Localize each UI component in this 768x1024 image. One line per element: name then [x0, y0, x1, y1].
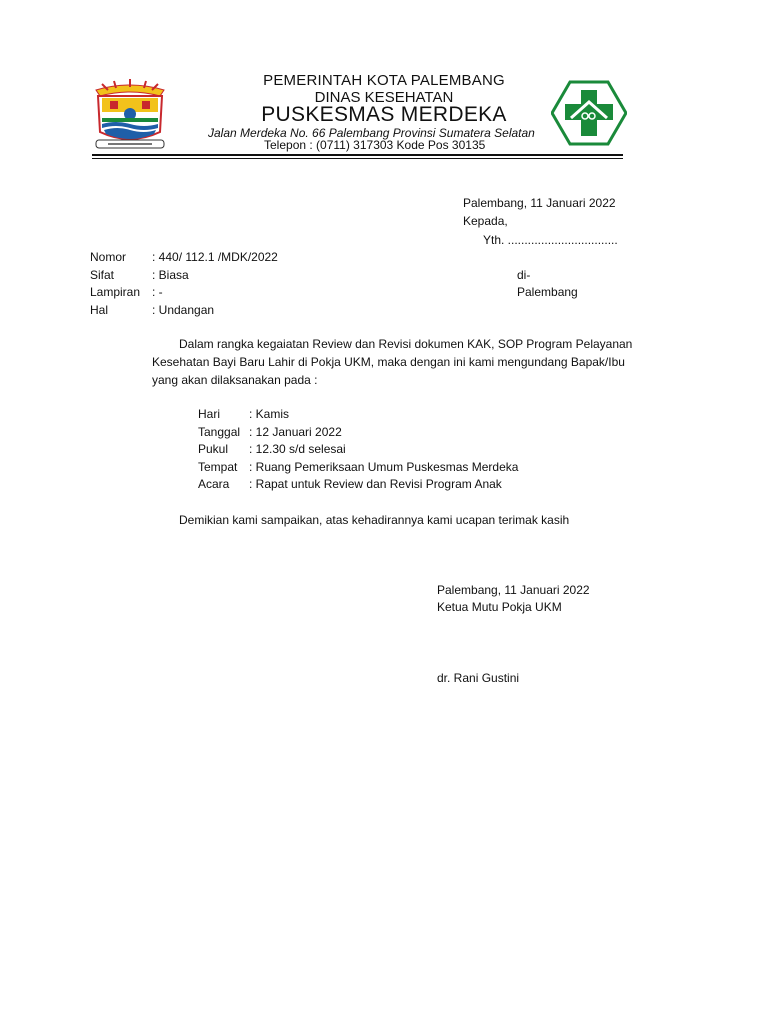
meta-value-lampiran: : -: [152, 285, 163, 299]
meta-value-hal: : Undangan: [152, 303, 215, 317]
kop-address: Jalan Merdeka No. 66 Palembang Provinsi Sumatera Selatan: [208, 126, 535, 140]
body-line: Kesehatan Bayi Baru Lahir di Pokja UKM, maka dengan ini kami mengundang Bapak/Ibu: [152, 355, 625, 369]
closing-sentence: Demikian kami sampaikan, atas kehadirannya kami ucapan terimak kasih: [179, 513, 570, 527]
signature-date: Palembang, 11 Januari 2022: [437, 583, 590, 597]
detail-value-tempat: : Ruang Pemeriksaan Umum Puskesmas Merdeka: [249, 460, 519, 474]
signature-name: dr. Rani Gustini: [437, 671, 520, 685]
detail-label-pukul: Pukul: [198, 442, 229, 456]
body-line: yang akan dilaksanakan pada :: [152, 373, 318, 387]
recipient-yth: Yth. .................................: [483, 233, 618, 247]
kop-phone: Telepon : (0711) 317303 Kode Pos 30135: [264, 138, 486, 152]
place-date: Palembang, 11 Januari 2022: [463, 196, 616, 210]
detail-value-hari: : Kamis: [249, 407, 290, 421]
recipient-di: di-: [517, 268, 531, 282]
meta-value-nomor: : 440/ 112.1 /MDK/2022: [152, 250, 278, 264]
kop-line-3: PUSKESMAS MERDEKA: [261, 103, 507, 126]
detail-value-acara: : Rapat untuk Review dan Revisi Program Anak: [249, 477, 502, 491]
meta-label-nomor: Nomor: [90, 250, 127, 264]
meta-label-lampiran: Lampiran: [90, 285, 141, 299]
recipient-label: Kepada,: [463, 214, 508, 228]
detail-label-hari: Hari: [198, 407, 221, 421]
signature-title: Ketua Mutu Pokja UKM: [437, 600, 562, 614]
meta-value-sifat: : Biasa: [152, 268, 189, 282]
header-rule-thin: [92, 158, 623, 159]
kop-line-1: PEMERINTAH KOTA PALEMBANG: [263, 72, 505, 89]
meta-label-sifat: Sifat: [90, 268, 115, 282]
detail-label-tempat: Tempat: [198, 460, 238, 474]
body-line: Dalam rangka kegaiatan Review dan Revisi dokumen KAK, SOP Program Pelayanan: [179, 337, 633, 351]
detail-label-acara: Acara: [198, 477, 230, 491]
header-rule-thick: [92, 154, 623, 156]
detail-value-tanggal: : 12 Januari 2022: [249, 425, 342, 439]
meta-label-hal: Hal: [90, 303, 109, 317]
detail-label-tanggal: Tanggal: [198, 425, 241, 439]
recipient-city: Palembang: [517, 285, 578, 299]
detail-value-pukul: : 12.30 s/d selesai: [249, 442, 346, 456]
kop-line-2: DINAS KESEHATAN: [314, 89, 454, 106]
